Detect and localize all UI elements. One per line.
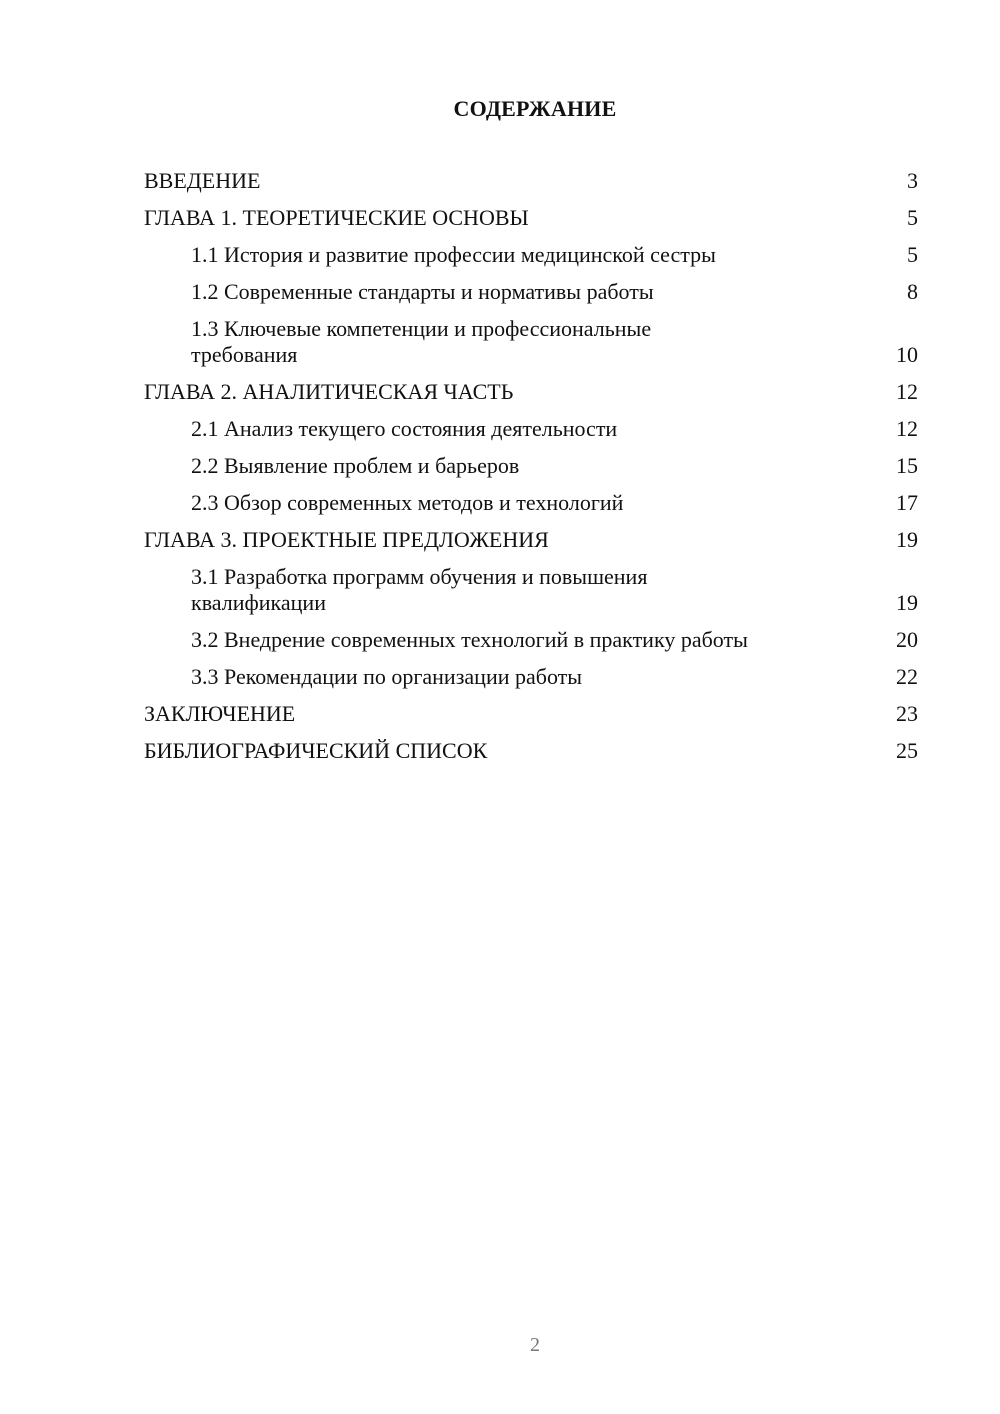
toc-entry-page: 17 [896, 490, 918, 515]
toc-entry-chapter-3[interactable] [144, 527, 918, 553]
toc-entry-label: 3.1 Разработка программ обучения и повышения квалификации [191, 564, 648, 615]
toc-entry-label: ГЛАВА 3. ПРОЕКТНЫЕ ПРЕДЛОЖЕНИЯ [144, 527, 549, 552]
toc-entry-2-3[interactable] [144, 490, 918, 516]
toc-entry-page: 20 [896, 627, 918, 652]
toc-entry-chapter-2[interactable] [144, 379, 918, 405]
toc-entry-chapter-1[interactable] [144, 205, 918, 231]
toc-entry-2-2[interactable] [144, 453, 918, 479]
toc-entry-label: 2.3 Обзор современных методов и технологий [191, 490, 624, 515]
toc-entry-1-2[interactable] [144, 279, 918, 305]
toc-entry-label: БИБЛИОГРАФИЧЕСКИЙ СПИСОК [144, 738, 488, 763]
toc-entry-1-1[interactable] [144, 242, 918, 268]
toc-entry-conclusion[interactable] [144, 701, 918, 727]
toc-entry-3-1[interactable] [144, 564, 918, 616]
toc-entry-page: 23 [896, 701, 918, 726]
toc-entry-page: 19 [896, 527, 918, 552]
toc-entry-label: ГЛАВА 1. ТЕОРЕТИЧЕСКИЕ ОСНОВЫ [144, 205, 529, 230]
toc-entry-label: 3.3 Рекомендации по организации работы [191, 664, 583, 689]
toc-entry-page: 12 [896, 379, 918, 404]
toc-entry-page: 22 [896, 664, 918, 689]
toc-entry-1-3[interactable] [144, 316, 918, 368]
toc-entry-bibliography[interactable] [144, 738, 918, 764]
toc-entry-label: 1.1 История и развитие профессии медицинской сестры [191, 242, 716, 267]
toc-entry-3-2[interactable] [144, 627, 918, 653]
page-number: 2 [530, 1334, 540, 1356]
toc-entry-page: 10 [896, 342, 918, 367]
toc-entry-page: 19 [896, 590, 918, 615]
toc-entry-introduction[interactable] [144, 168, 918, 194]
toc-entry-page: 3 [907, 168, 918, 193]
toc-entry-label: ВВЕДЕНИЕ [144, 168, 261, 193]
table-of-contents [144, 168, 918, 775]
toc-entry-page: 5 [907, 242, 918, 267]
toc-entry-label: 2.1 Анализ текущего состояния деятельности [191, 416, 618, 441]
toc-entry-page: 25 [896, 738, 918, 763]
toc-entry-page: 8 [907, 279, 918, 304]
toc-entry-label: 3.2 Внедрение современных технологий в практику работы [191, 627, 748, 652]
toc-entry-page: 5 [907, 205, 918, 230]
page-title: СОДЕРЖАНИЕ [453, 96, 617, 121]
toc-entry-page: 12 [896, 416, 918, 441]
toc-entry-label: 1.2 Современные стандарты и нормативы работы [191, 279, 654, 304]
toc-entry-label: 2.2 Выявление проблем и барьеров [191, 453, 520, 478]
toc-entry-page: 15 [896, 453, 918, 478]
toc-entry-2-1[interactable] [144, 416, 918, 442]
toc-entry-label: ЗАКЛЮЧЕНИЕ [144, 701, 296, 726]
toc-entry-3-3[interactable] [144, 664, 918, 690]
toc-entry-label: ГЛАВА 2. АНАЛИТИЧЕСКАЯ ЧАСТЬ [144, 379, 514, 404]
toc-entry-label: 1.3 Ключевые компетенции и профессиональные требования [191, 316, 652, 367]
